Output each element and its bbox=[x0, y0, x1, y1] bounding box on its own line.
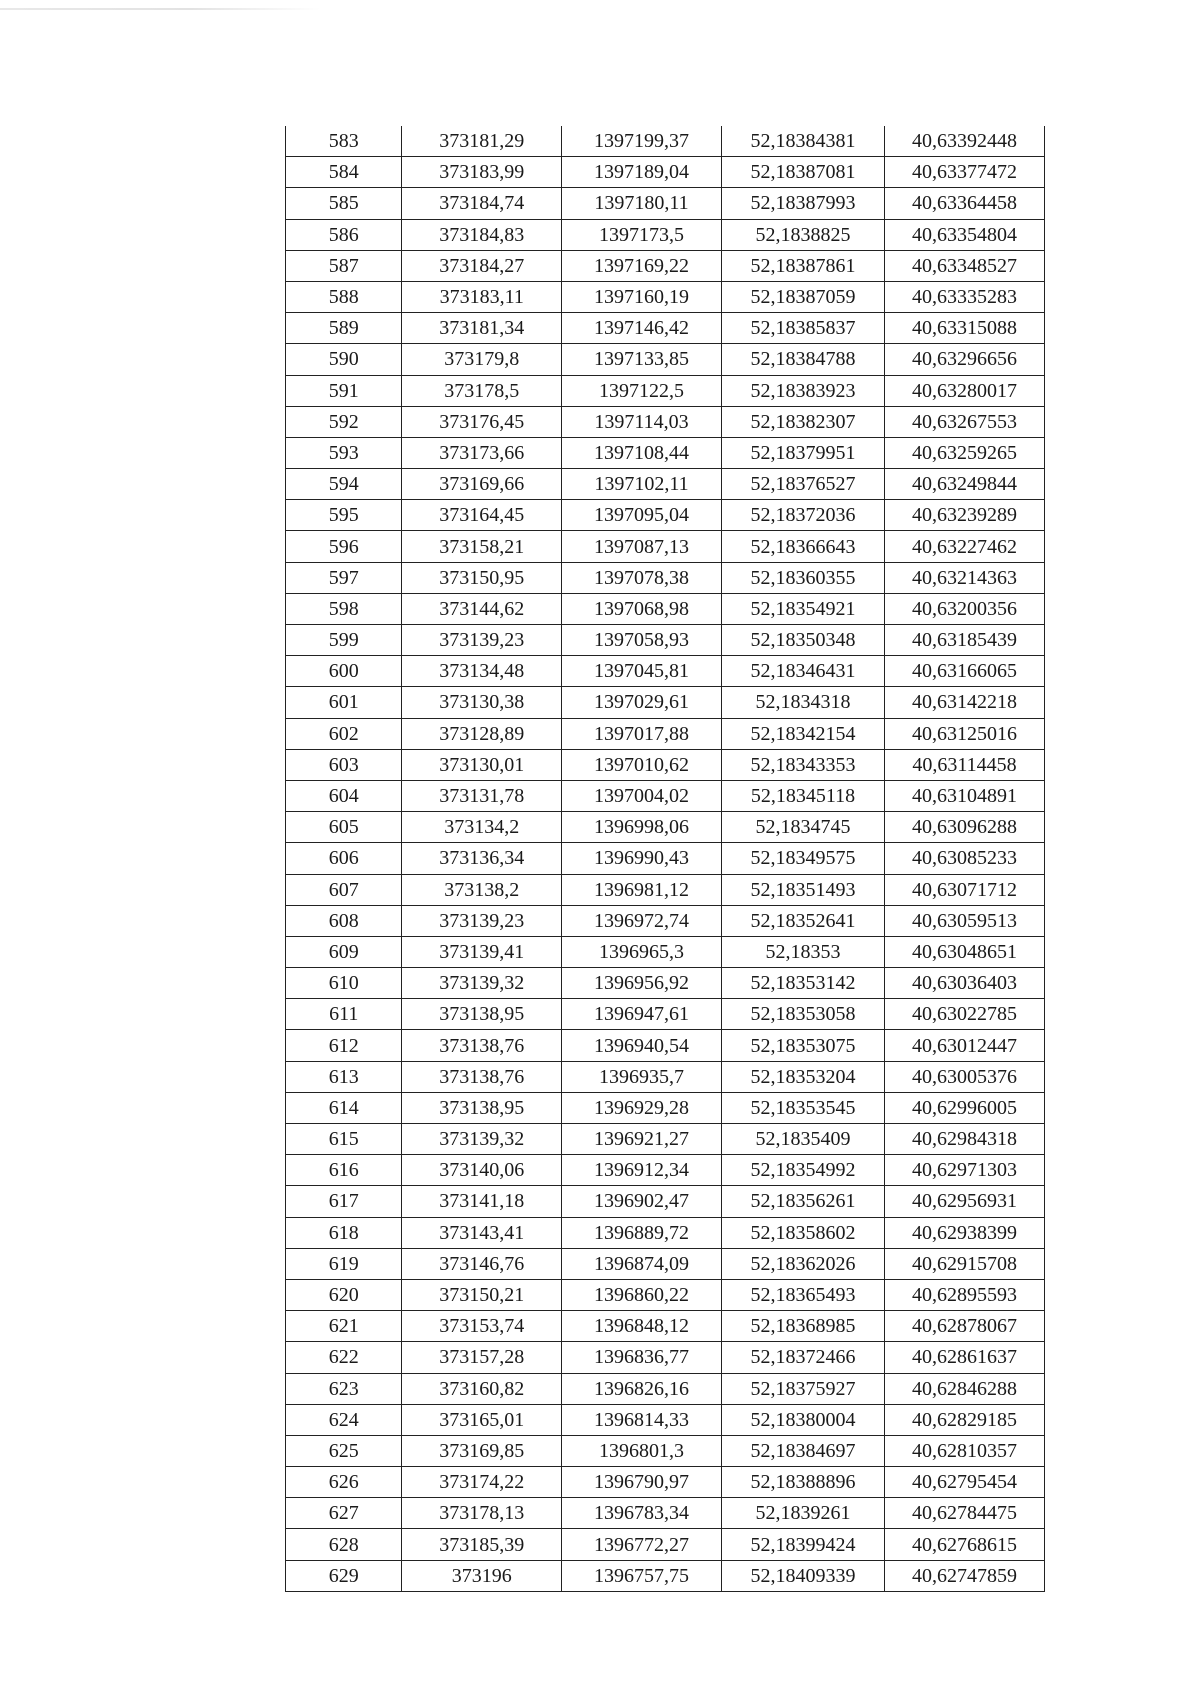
table-row bbox=[286, 500, 1045, 531]
table-row bbox=[286, 593, 1045, 624]
y-coordinate-cell: 1396860,22 bbox=[562, 1279, 722, 1310]
longitude-cell: 40,63085233 bbox=[884, 843, 1044, 874]
longitude-cell: 40,62810357 bbox=[884, 1435, 1044, 1466]
latitude-cell: 52,18368985 bbox=[721, 1311, 884, 1342]
x-coordinate-cell: 373138,76 bbox=[402, 1061, 562, 1092]
x-coordinate-cell: 373160,82 bbox=[402, 1373, 562, 1404]
point-number-cell: 589 bbox=[286, 313, 402, 344]
latitude-cell: 52,18362026 bbox=[721, 1248, 884, 1279]
longitude-cell: 40,63166065 bbox=[884, 656, 1044, 687]
point-number-cell: 610 bbox=[286, 968, 402, 999]
y-coordinate-cell: 1396990,43 bbox=[562, 843, 722, 874]
table-row bbox=[286, 437, 1045, 468]
y-coordinate-cell: 1396814,33 bbox=[562, 1404, 722, 1435]
point-number-cell: 616 bbox=[286, 1155, 402, 1186]
y-coordinate-cell: 1396981,12 bbox=[562, 874, 722, 905]
y-coordinate-cell: 1397095,04 bbox=[562, 500, 722, 531]
table-row bbox=[286, 250, 1045, 281]
latitude-cell: 52,18345118 bbox=[721, 780, 884, 811]
table-row bbox=[286, 625, 1045, 656]
point-number-cell: 603 bbox=[286, 749, 402, 780]
x-coordinate-cell: 373173,66 bbox=[402, 437, 562, 468]
latitude-cell: 52,18353075 bbox=[721, 1030, 884, 1061]
point-number-cell: 588 bbox=[286, 281, 402, 312]
y-coordinate-cell: 1396826,16 bbox=[562, 1373, 722, 1404]
point-number-cell: 624 bbox=[286, 1404, 402, 1435]
latitude-cell: 52,18375927 bbox=[721, 1373, 884, 1404]
x-coordinate-cell: 373165,01 bbox=[402, 1404, 562, 1435]
y-coordinate-cell: 1396801,3 bbox=[562, 1435, 722, 1466]
table-row bbox=[286, 1435, 1045, 1466]
point-number-cell: 628 bbox=[286, 1529, 402, 1560]
y-coordinate-cell: 1396902,47 bbox=[562, 1186, 722, 1217]
y-coordinate-cell: 1396998,06 bbox=[562, 812, 722, 843]
latitude-cell: 52,18387081 bbox=[721, 157, 884, 188]
x-coordinate-cell: 373138,76 bbox=[402, 1030, 562, 1061]
point-number-cell: 622 bbox=[286, 1342, 402, 1373]
latitude-cell: 52,18399424 bbox=[721, 1529, 884, 1560]
latitude-cell: 52,18353545 bbox=[721, 1092, 884, 1123]
table-row bbox=[286, 375, 1045, 406]
latitude-cell: 52,18384788 bbox=[721, 344, 884, 375]
y-coordinate-cell: 1397180,11 bbox=[562, 188, 722, 219]
y-coordinate-cell: 1396848,12 bbox=[562, 1311, 722, 1342]
longitude-cell: 40,63315088 bbox=[884, 313, 1044, 344]
table-row bbox=[286, 968, 1045, 999]
x-coordinate-cell: 373138,95 bbox=[402, 999, 562, 1030]
longitude-cell: 40,63239289 bbox=[884, 500, 1044, 531]
y-coordinate-cell: 1397010,62 bbox=[562, 749, 722, 780]
y-coordinate-cell: 1396912,34 bbox=[562, 1155, 722, 1186]
point-number-cell: 602 bbox=[286, 718, 402, 749]
latitude-cell: 52,18380004 bbox=[721, 1404, 884, 1435]
y-coordinate-cell: 1397087,13 bbox=[562, 531, 722, 562]
point-number-cell: 600 bbox=[286, 656, 402, 687]
x-coordinate-cell: 373183,11 bbox=[402, 281, 562, 312]
longitude-cell: 40,62846288 bbox=[884, 1373, 1044, 1404]
longitude-cell: 40,63249844 bbox=[884, 469, 1044, 500]
table-row bbox=[286, 718, 1045, 749]
point-number-cell: 597 bbox=[286, 562, 402, 593]
point-number-cell: 594 bbox=[286, 469, 402, 500]
longitude-cell: 40,63012447 bbox=[884, 1030, 1044, 1061]
longitude-cell: 40,63296656 bbox=[884, 344, 1044, 375]
point-number-cell: 593 bbox=[286, 437, 402, 468]
point-number-cell: 587 bbox=[286, 250, 402, 281]
y-coordinate-cell: 1396929,28 bbox=[562, 1092, 722, 1123]
x-coordinate-cell: 373174,22 bbox=[402, 1467, 562, 1498]
latitude-cell: 52,18379951 bbox=[721, 437, 884, 468]
y-coordinate-cell: 1397173,5 bbox=[562, 219, 722, 250]
x-coordinate-cell: 373185,39 bbox=[402, 1529, 562, 1560]
latitude-cell: 52,18356261 bbox=[721, 1186, 884, 1217]
x-coordinate-cell: 373139,41 bbox=[402, 936, 562, 967]
longitude-cell: 40,63185439 bbox=[884, 625, 1044, 656]
x-coordinate-cell: 373130,01 bbox=[402, 749, 562, 780]
latitude-cell: 52,18387059 bbox=[721, 281, 884, 312]
latitude-cell: 52,18349575 bbox=[721, 843, 884, 874]
y-coordinate-cell: 1396783,34 bbox=[562, 1498, 722, 1529]
latitude-cell: 52,18353 bbox=[721, 936, 884, 967]
y-coordinate-cell: 1397122,5 bbox=[562, 375, 722, 406]
latitude-cell: 52,18383923 bbox=[721, 375, 884, 406]
point-number-cell: 606 bbox=[286, 843, 402, 874]
longitude-cell: 40,62938399 bbox=[884, 1217, 1044, 1248]
table-row bbox=[286, 1155, 1045, 1186]
latitude-cell: 52,18387861 bbox=[721, 250, 884, 281]
point-number-cell: 590 bbox=[286, 344, 402, 375]
point-number-cell: 583 bbox=[286, 126, 402, 157]
y-coordinate-cell: 1397146,42 bbox=[562, 313, 722, 344]
x-coordinate-cell: 373136,34 bbox=[402, 843, 562, 874]
y-coordinate-cell: 1397160,19 bbox=[562, 281, 722, 312]
y-coordinate-cell: 1397114,03 bbox=[562, 406, 722, 437]
y-coordinate-cell: 1397017,88 bbox=[562, 718, 722, 749]
y-coordinate-cell: 1396972,74 bbox=[562, 905, 722, 936]
longitude-cell: 40,62984318 bbox=[884, 1124, 1044, 1155]
table-row bbox=[286, 905, 1045, 936]
latitude-cell: 52,18382307 bbox=[721, 406, 884, 437]
latitude-cell: 52,18358602 bbox=[721, 1217, 884, 1248]
x-coordinate-cell: 373130,38 bbox=[402, 687, 562, 718]
longitude-cell: 40,63335283 bbox=[884, 281, 1044, 312]
point-number-cell: 598 bbox=[286, 593, 402, 624]
longitude-cell: 40,63392448 bbox=[884, 126, 1044, 157]
table-row bbox=[286, 1061, 1045, 1092]
latitude-cell: 52,18354992 bbox=[721, 1155, 884, 1186]
table-row bbox=[286, 1560, 1045, 1591]
y-coordinate-cell: 1396874,09 bbox=[562, 1248, 722, 1279]
table-row bbox=[286, 1092, 1045, 1123]
latitude-cell: 52,1835409 bbox=[721, 1124, 884, 1155]
longitude-cell: 40,63036403 bbox=[884, 968, 1044, 999]
longitude-cell: 40,63096288 bbox=[884, 812, 1044, 843]
latitude-cell: 52,18385837 bbox=[721, 313, 884, 344]
x-coordinate-cell: 373139,32 bbox=[402, 968, 562, 999]
point-number-cell: 601 bbox=[286, 687, 402, 718]
x-coordinate-cell: 373181,29 bbox=[402, 126, 562, 157]
y-coordinate-cell: 1397133,85 bbox=[562, 344, 722, 375]
longitude-cell: 40,63280017 bbox=[884, 375, 1044, 406]
table-row bbox=[286, 1342, 1045, 1373]
longitude-cell: 40,62747859 bbox=[884, 1560, 1044, 1591]
x-coordinate-cell: 373143,41 bbox=[402, 1217, 562, 1248]
y-coordinate-cell: 1396940,54 bbox=[562, 1030, 722, 1061]
x-coordinate-cell: 373178,5 bbox=[402, 375, 562, 406]
x-coordinate-cell: 373169,85 bbox=[402, 1435, 562, 1466]
longitude-cell: 40,62861637 bbox=[884, 1342, 1044, 1373]
latitude-cell: 52,18351493 bbox=[721, 874, 884, 905]
point-number-cell: 595 bbox=[286, 500, 402, 531]
table-row bbox=[286, 281, 1045, 312]
latitude-cell: 52,18343353 bbox=[721, 749, 884, 780]
longitude-cell: 40,62829185 bbox=[884, 1404, 1044, 1435]
latitude-cell: 52,18353142 bbox=[721, 968, 884, 999]
y-coordinate-cell: 1396772,27 bbox=[562, 1529, 722, 1560]
y-coordinate-cell: 1396757,75 bbox=[562, 1560, 722, 1591]
x-coordinate-cell: 373158,21 bbox=[402, 531, 562, 562]
latitude-cell: 52,18409339 bbox=[721, 1560, 884, 1591]
latitude-cell: 52,18366643 bbox=[721, 531, 884, 562]
longitude-cell: 40,63267553 bbox=[884, 406, 1044, 437]
y-coordinate-cell: 1396790,97 bbox=[562, 1467, 722, 1498]
table-row bbox=[286, 188, 1045, 219]
longitude-cell: 40,63059513 bbox=[884, 905, 1044, 936]
latitude-cell: 52,18372036 bbox=[721, 500, 884, 531]
point-number-cell: 625 bbox=[286, 1435, 402, 1466]
table-row bbox=[286, 656, 1045, 687]
longitude-cell: 40,63071712 bbox=[884, 874, 1044, 905]
x-coordinate-cell: 373150,95 bbox=[402, 562, 562, 593]
longitude-cell: 40,62956931 bbox=[884, 1186, 1044, 1217]
table-row bbox=[286, 406, 1045, 437]
longitude-cell: 40,63259265 bbox=[884, 437, 1044, 468]
longitude-cell: 40,62895593 bbox=[884, 1279, 1044, 1310]
y-coordinate-cell: 1396947,61 bbox=[562, 999, 722, 1030]
y-coordinate-cell: 1396956,92 bbox=[562, 968, 722, 999]
point-number-cell: 612 bbox=[286, 1030, 402, 1061]
table-row bbox=[286, 1248, 1045, 1279]
x-coordinate-cell: 373134,2 bbox=[402, 812, 562, 843]
point-number-cell: 609 bbox=[286, 936, 402, 967]
longitude-cell: 40,62971303 bbox=[884, 1155, 1044, 1186]
latitude-cell: 52,18354921 bbox=[721, 593, 884, 624]
coordinates-table-body bbox=[286, 126, 1045, 1591]
longitude-cell: 40,63364458 bbox=[884, 188, 1044, 219]
y-coordinate-cell: 1397108,44 bbox=[562, 437, 722, 468]
point-number-cell: 604 bbox=[286, 780, 402, 811]
latitude-cell: 52,1834745 bbox=[721, 812, 884, 843]
y-coordinate-cell: 1397078,38 bbox=[562, 562, 722, 593]
point-number-cell: 596 bbox=[286, 531, 402, 562]
point-number-cell: 599 bbox=[286, 625, 402, 656]
y-coordinate-cell: 1397199,37 bbox=[562, 126, 722, 157]
latitude-cell: 52,18360355 bbox=[721, 562, 884, 593]
x-coordinate-cell: 373184,74 bbox=[402, 188, 562, 219]
table-row bbox=[286, 999, 1045, 1030]
latitude-cell: 52,18384381 bbox=[721, 126, 884, 157]
table-row bbox=[286, 1030, 1045, 1061]
longitude-cell: 40,63114458 bbox=[884, 749, 1044, 780]
latitude-cell: 52,1838825 bbox=[721, 219, 884, 250]
table-row bbox=[286, 1467, 1045, 1498]
table-row bbox=[286, 1217, 1045, 1248]
y-coordinate-cell: 1397058,93 bbox=[562, 625, 722, 656]
latitude-cell: 52,18388896 bbox=[721, 1467, 884, 1498]
longitude-cell: 40,63227462 bbox=[884, 531, 1044, 562]
y-coordinate-cell: 1396935,7 bbox=[562, 1061, 722, 1092]
x-coordinate-cell: 373157,28 bbox=[402, 1342, 562, 1373]
longitude-cell: 40,62996005 bbox=[884, 1092, 1044, 1123]
table-row bbox=[286, 1404, 1045, 1435]
latitude-cell: 52,18353204 bbox=[721, 1061, 884, 1092]
point-number-cell: 586 bbox=[286, 219, 402, 250]
point-number-cell: 621 bbox=[286, 1311, 402, 1342]
latitude-cell: 52,18353058 bbox=[721, 999, 884, 1030]
x-coordinate-cell: 373139,32 bbox=[402, 1124, 562, 1155]
x-coordinate-cell: 373140,06 bbox=[402, 1155, 562, 1186]
x-coordinate-cell: 373164,45 bbox=[402, 500, 562, 531]
point-number-cell: 613 bbox=[286, 1061, 402, 1092]
latitude-cell: 52,18346431 bbox=[721, 656, 884, 687]
x-coordinate-cell: 373184,83 bbox=[402, 219, 562, 250]
longitude-cell: 40,62915708 bbox=[884, 1248, 1044, 1279]
longitude-cell: 40,63348527 bbox=[884, 250, 1044, 281]
y-coordinate-cell: 1397029,61 bbox=[562, 687, 722, 718]
longitude-cell: 40,62795454 bbox=[884, 1467, 1044, 1498]
latitude-cell: 52,1839261 bbox=[721, 1498, 884, 1529]
point-number-cell: 627 bbox=[286, 1498, 402, 1529]
point-number-cell: 617 bbox=[286, 1186, 402, 1217]
point-number-cell: 607 bbox=[286, 874, 402, 905]
y-coordinate-cell: 1397189,04 bbox=[562, 157, 722, 188]
x-coordinate-cell: 373196 bbox=[402, 1560, 562, 1591]
point-number-cell: 618 bbox=[286, 1217, 402, 1248]
y-coordinate-cell: 1396965,3 bbox=[562, 936, 722, 967]
point-number-cell: 584 bbox=[286, 157, 402, 188]
x-coordinate-cell: 373176,45 bbox=[402, 406, 562, 437]
y-coordinate-cell: 1397068,98 bbox=[562, 593, 722, 624]
table-row bbox=[286, 936, 1045, 967]
x-coordinate-cell: 373134,48 bbox=[402, 656, 562, 687]
table-row bbox=[286, 1311, 1045, 1342]
point-number-cell: 585 bbox=[286, 188, 402, 219]
longitude-cell: 40,63214363 bbox=[884, 562, 1044, 593]
scan-edge-artifact bbox=[0, 8, 320, 10]
coordinates-table bbox=[285, 126, 1045, 1592]
y-coordinate-cell: 1397004,02 bbox=[562, 780, 722, 811]
table-row bbox=[286, 313, 1045, 344]
table-row bbox=[286, 219, 1045, 250]
latitude-cell: 52,1834318 bbox=[721, 687, 884, 718]
y-coordinate-cell: 1396889,72 bbox=[562, 1217, 722, 1248]
y-coordinate-cell: 1397045,81 bbox=[562, 656, 722, 687]
x-coordinate-cell: 373153,74 bbox=[402, 1311, 562, 1342]
point-number-cell: 611 bbox=[286, 999, 402, 1030]
longitude-cell: 40,63142218 bbox=[884, 687, 1044, 718]
table-row bbox=[286, 344, 1045, 375]
longitude-cell: 40,63022785 bbox=[884, 999, 1044, 1030]
x-coordinate-cell: 373169,66 bbox=[402, 469, 562, 500]
longitude-cell: 40,63377472 bbox=[884, 157, 1044, 188]
y-coordinate-cell: 1396921,27 bbox=[562, 1124, 722, 1155]
x-coordinate-cell: 373131,78 bbox=[402, 780, 562, 811]
point-number-cell: 620 bbox=[286, 1279, 402, 1310]
y-coordinate-cell: 1397102,11 bbox=[562, 469, 722, 500]
latitude-cell: 52,18372466 bbox=[721, 1342, 884, 1373]
y-coordinate-cell: 1396836,77 bbox=[562, 1342, 722, 1373]
table-row bbox=[286, 157, 1045, 188]
table-row bbox=[286, 780, 1045, 811]
point-number-cell: 591 bbox=[286, 375, 402, 406]
latitude-cell: 52,18376527 bbox=[721, 469, 884, 500]
y-coordinate-cell: 1397169,22 bbox=[562, 250, 722, 281]
x-coordinate-cell: 373146,76 bbox=[402, 1248, 562, 1279]
point-number-cell: 608 bbox=[286, 905, 402, 936]
longitude-cell: 40,63200356 bbox=[884, 593, 1044, 624]
table-row bbox=[286, 531, 1045, 562]
x-coordinate-cell: 373141,18 bbox=[402, 1186, 562, 1217]
point-number-cell: 629 bbox=[286, 1560, 402, 1591]
table-row bbox=[286, 843, 1045, 874]
point-number-cell: 614 bbox=[286, 1092, 402, 1123]
x-coordinate-cell: 373128,89 bbox=[402, 718, 562, 749]
latitude-cell: 52,18365493 bbox=[721, 1279, 884, 1310]
latitude-cell: 52,18352641 bbox=[721, 905, 884, 936]
longitude-cell: 40,62768615 bbox=[884, 1529, 1044, 1560]
x-coordinate-cell: 373139,23 bbox=[402, 905, 562, 936]
latitude-cell: 52,18384697 bbox=[721, 1435, 884, 1466]
longitude-cell: 40,62784475 bbox=[884, 1498, 1044, 1529]
point-number-cell: 605 bbox=[286, 812, 402, 843]
x-coordinate-cell: 373138,2 bbox=[402, 874, 562, 905]
table-row bbox=[286, 687, 1045, 718]
table-row bbox=[286, 1373, 1045, 1404]
x-coordinate-cell: 373179,8 bbox=[402, 344, 562, 375]
latitude-cell: 52,18342154 bbox=[721, 718, 884, 749]
longitude-cell: 40,63048651 bbox=[884, 936, 1044, 967]
longitude-cell: 40,62878067 bbox=[884, 1311, 1044, 1342]
table-row bbox=[286, 469, 1045, 500]
table-row bbox=[286, 812, 1045, 843]
longitude-cell: 40,63354804 bbox=[884, 219, 1044, 250]
x-coordinate-cell: 373181,34 bbox=[402, 313, 562, 344]
table-row bbox=[286, 1279, 1045, 1310]
point-number-cell: 626 bbox=[286, 1467, 402, 1498]
longitude-cell: 40,63125016 bbox=[884, 718, 1044, 749]
table-row bbox=[286, 562, 1045, 593]
x-coordinate-cell: 373138,95 bbox=[402, 1092, 562, 1123]
point-number-cell: 615 bbox=[286, 1124, 402, 1155]
table-row bbox=[286, 1529, 1045, 1560]
latitude-cell: 52,18387993 bbox=[721, 188, 884, 219]
x-coordinate-cell: 373178,13 bbox=[402, 1498, 562, 1529]
x-coordinate-cell: 373139,23 bbox=[402, 625, 562, 656]
latitude-cell: 52,18350348 bbox=[721, 625, 884, 656]
point-number-cell: 619 bbox=[286, 1248, 402, 1279]
longitude-cell: 40,63104891 bbox=[884, 780, 1044, 811]
point-number-cell: 623 bbox=[286, 1373, 402, 1404]
point-number-cell: 592 bbox=[286, 406, 402, 437]
x-coordinate-cell: 373144,62 bbox=[402, 593, 562, 624]
x-coordinate-cell: 373183,99 bbox=[402, 157, 562, 188]
table-row bbox=[286, 1186, 1045, 1217]
table-row bbox=[286, 749, 1045, 780]
table-row bbox=[286, 874, 1045, 905]
table-row bbox=[286, 1124, 1045, 1155]
x-coordinate-cell: 373184,27 bbox=[402, 250, 562, 281]
table-row bbox=[286, 126, 1045, 157]
table-row bbox=[286, 1498, 1045, 1529]
x-coordinate-cell: 373150,21 bbox=[402, 1279, 562, 1310]
longitude-cell: 40,63005376 bbox=[884, 1061, 1044, 1092]
